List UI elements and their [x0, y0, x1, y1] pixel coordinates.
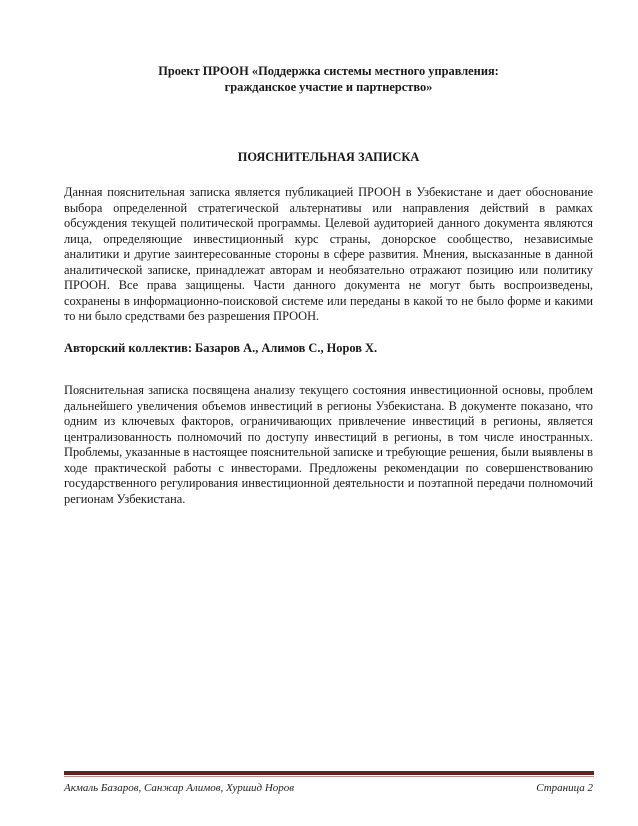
authors-line: Авторский коллектив: Базаров А., Алимов С., Норов Х.	[64, 341, 378, 355]
footer-rule-thin	[64, 776, 594, 777]
project-title	[64, 64, 593, 95]
footer-authors: Акмаль Базаров, Санжар Алимов, Хуршид Норов	[64, 782, 295, 794]
project-title-line-1: Проект ПРООН «Поддержка системы местного управления:	[158, 64, 499, 78]
footer-rule	[64, 771, 594, 775]
paragraph-disclaimer: Данная пояснительная записка является публикацией ПРООН в Узбекистане и дает обоснование выбора определенной стратегической альтернативы или направления действий в рамках обсуждения текущей политической программы. Целевой аудиторией данного документа являются лица, определяющие инвестиционный курс страны, донорское сообщество, независимые аналитики и другие заинтересованные стороны в сфере развития. Мнения, высказанные в данной аналитической записке, принадлежат авторам и необязательно отражают позицию или политику ПРООН. Все права защищены. Части данного документа не могут быть воспроизведены, сохранены в информационно-поисковой системе или переданы в какой то не было форме и какими то ни было средствами без разрешения ПРООН.	[64, 185, 593, 323]
paragraph-summary: Пояснительная записка посвящена анализу текущего состояния инвестиционной основы, проблем дальнейшего увеличения объемов инвестиций в регионы Узбекистана. В документе показано, что одним из ключевых факторов, ограничивающих привлечение инвестиций в регионы, является централизованность полномочий по доступу инвестиций в регионы, в том числе иностранных. Проблемы, указанные в настоящее пояснительной записке и требующие решения, были выявлены в ходе практической работы с инвесторами. Предложены рекомендации по совершенствованию государственного регулирования инвестиционной деятельности и поэтапной передачи полномочий регионам Узбекистана.	[64, 383, 593, 506]
note-heading: ПОЯСНИТЕЛЬНАЯ ЗАПИСКА	[237, 150, 420, 164]
footer-page-number: Страница 2	[536, 782, 593, 794]
project-title-line-2: гражданское участие и партнерство»	[224, 79, 433, 94]
